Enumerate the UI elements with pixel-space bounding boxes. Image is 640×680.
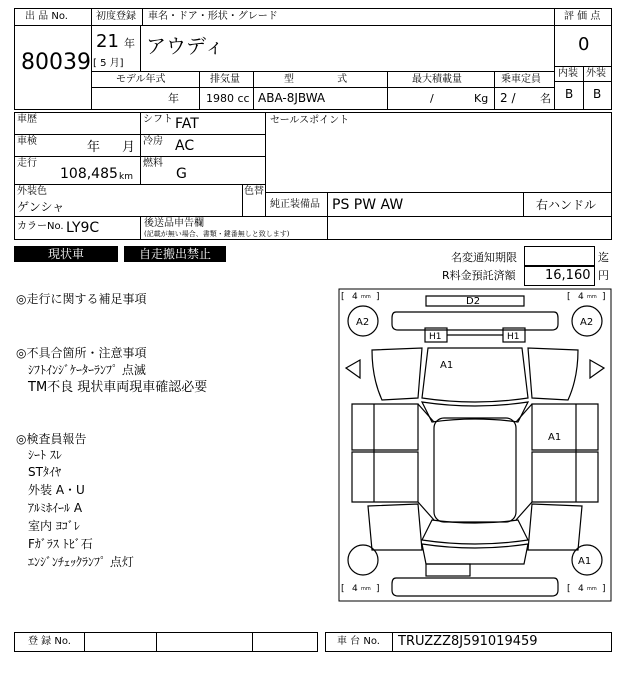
car-damage-diagram — [338, 288, 612, 602]
recycle-fee-amount: 16,160 — [545, 268, 591, 283]
aircon-label: 冷房 — [143, 136, 163, 147]
mark-d2: D2 — [466, 296, 481, 307]
defect-item: ｼﾌﾄｲﾝｼﾞｹｰﾀｰﾗﾝﾌﾟ 点滅 — [28, 363, 146, 377]
svg-text:4: 4 — [578, 292, 584, 302]
details-divider — [140, 112, 141, 184]
door-front-left — [352, 404, 418, 450]
capacity-label: 乗車定員 — [501, 74, 541, 85]
inspector-item: 室内 ﾖｺﾞﾚ — [28, 519, 80, 533]
roof-panel — [434, 418, 516, 522]
sales-point-label: セールスポイント — [270, 115, 350, 126]
later-docs-note: (記載が無い場合、書類・鍵番無しと致します) — [144, 230, 290, 238]
hood-panel — [422, 348, 528, 402]
svg-text:[: [ — [567, 584, 571, 594]
svg-text:[: [ — [341, 292, 345, 302]
later-docs-extra — [327, 216, 612, 240]
shift-value: FAT — [175, 116, 199, 132]
name-change-deadline-field — [524, 246, 595, 266]
fender-rear-right — [528, 504, 582, 550]
interior-grade: B — [565, 87, 574, 101]
body-color-value: ゲンシャ — [17, 200, 65, 214]
exterior-grade: B — [593, 87, 602, 101]
inspector-item: STﾀｲﾔ — [28, 465, 61, 479]
color-no-value: LY9C — [66, 220, 100, 236]
capacity-unit: 名 — [540, 92, 551, 105]
svg-text:]: ] — [602, 584, 606, 594]
later-docs-label: 後送品申告欄 — [144, 218, 204, 229]
inspector-item: ｴﾝｼﾞﾝﾁｪｯｸﾗﾝﾌﾟ 点灯 — [28, 555, 134, 569]
footer-divider — [252, 632, 253, 652]
body-color-label: 外装色 — [17, 186, 47, 197]
registration-year-unit: 年 — [124, 37, 135, 50]
mileage-unit: km — [119, 172, 133, 182]
color-no-label: カラーNo. — [17, 221, 64, 232]
mark-a1-wheel: A1 — [578, 556, 592, 567]
car-name: アウディ — [146, 34, 225, 58]
svg-text:4: 4 — [352, 292, 358, 302]
mileage-value: 108,485 — [60, 166, 118, 182]
svg-text:[: [ — [567, 292, 571, 302]
displacement-value: 1980 cc — [206, 92, 250, 105]
inspection-month-unit: 月 — [122, 140, 136, 155]
windshield — [422, 402, 528, 422]
details-divider — [242, 184, 243, 217]
rear-window — [422, 520, 528, 544]
inspection-label: 車検 — [17, 136, 37, 147]
equipment-value: PS PW AW — [332, 197, 404, 213]
registration-no-label: 登 録 No. — [28, 636, 71, 647]
footer-divider — [84, 632, 85, 652]
fuel-label: 燃料 — [143, 158, 163, 169]
svg-text:4: 4 — [578, 584, 584, 594]
inspection-year-unit: 年 — [87, 140, 101, 155]
details-divider — [14, 184, 266, 185]
mileage-label: 走行 — [17, 158, 37, 169]
svg-text:]: ] — [376, 584, 380, 594]
defect-item: TM不良 現状車両現車確認必要 — [28, 380, 208, 395]
tire-depth-fl — [341, 292, 380, 302]
name-change-deadline-label: 名変通知期限 — [451, 251, 517, 264]
max-load-slash: / — [430, 92, 434, 105]
svg-text:mm: mm — [361, 294, 371, 300]
rating-value: 0 — [578, 34, 590, 55]
rear-bumper — [392, 578, 558, 596]
model-code-value: ABA-8JBWA — [258, 91, 326, 105]
license-plate — [426, 564, 470, 576]
registration-month: [ 5 月] — [93, 58, 124, 69]
inspector-item: ｼｰﾄ ｽﾚ — [28, 448, 62, 462]
mark-a1-hood: A1 — [440, 360, 454, 371]
lot-number: 80039 — [21, 50, 91, 75]
capacity-value: 2 / — [500, 91, 516, 105]
exterior-label: 外装 — [586, 68, 606, 79]
first-registration-label: 初度登録 — [96, 11, 136, 22]
fender-front-right — [528, 348, 578, 400]
history-label: 車歴 — [17, 114, 37, 125]
driving-supplement-title: ◎走行に関する補足事項 — [16, 292, 147, 306]
wheel-rear-left — [348, 545, 378, 575]
mark-a2-right: A2 — [580, 317, 594, 328]
recycle-fee-unit: 円 — [598, 269, 609, 282]
chassis-no-label: 車 台 No. — [337, 636, 380, 647]
svg-text:mm: mm — [587, 294, 597, 300]
svg-text:[: [ — [341, 584, 345, 594]
svg-text:mm: mm — [361, 586, 371, 592]
model-year-label: モデル年式 — [116, 74, 166, 85]
mirror-right — [590, 360, 604, 378]
footer-divider — [392, 632, 393, 652]
rating-label: 評 価 点 — [564, 11, 601, 22]
recycle-fee-label: R料金預託済額 — [442, 269, 516, 282]
model-year-unit: 年 — [168, 92, 179, 105]
equipment-divider — [523, 192, 524, 217]
interior-label: 内装 — [558, 68, 578, 79]
svg-text:]: ] — [376, 292, 380, 302]
fender-rear-left — [368, 504, 422, 550]
door-front-right — [532, 404, 598, 450]
aircon-value: AC — [175, 138, 195, 154]
color-change-label: 色替 — [244, 186, 264, 197]
name-change-deadline-unit: 迄 — [598, 251, 609, 264]
mark-h1-left: H1 — [429, 332, 442, 342]
door-rear-right — [532, 452, 598, 502]
max-load-unit: Kg — [474, 92, 489, 105]
registration-year: 21 — [96, 31, 119, 52]
shift-label: シフト — [143, 114, 173, 125]
displacement-label: 排気量 — [210, 74, 240, 85]
defects-title: ◎不具合箇所・注意事項 — [16, 346, 147, 360]
inspector-title: ◎検査員報告 — [16, 432, 87, 446]
trunk-lid — [422, 544, 528, 564]
car-name-label: 車名・ドア・形状・グレード — [148, 11, 278, 22]
tire-depth-rr — [567, 584, 606, 594]
chassis-no-value: TRUZZZ8J591019459 — [398, 634, 538, 649]
inspector-item: 外装 A・U — [28, 483, 85, 497]
mirror-left — [346, 360, 360, 378]
tire-depth-rl — [341, 584, 380, 594]
steering-value: 右ハンドル — [536, 198, 597, 212]
mark-h1-right: H1 — [507, 332, 520, 342]
year-name-divider — [140, 25, 141, 72]
mark-a2-left: A2 — [356, 317, 370, 328]
equipment-label: 純正装備品 — [270, 199, 320, 210]
lot-number-label: 出 品 No. — [25, 11, 68, 22]
no-self-drive-badge: 自走搬出禁止 — [124, 246, 226, 262]
inspector-item: Fｶﾞﾗｽ ﾄﾋﾞ石 — [28, 537, 93, 551]
inspector-item: ｱﾙﾐﾎｲｰﾙ A — [28, 501, 83, 515]
footer-divider — [156, 632, 157, 652]
fender-front-left — [372, 348, 422, 400]
front-grille — [392, 312, 558, 330]
max-load-label: 最大積載量 — [412, 74, 462, 85]
as-is-badge: 現状車 — [14, 246, 118, 262]
mark-a1-side: A1 — [548, 432, 562, 443]
svg-text:mm: mm — [587, 586, 597, 592]
door-rear-left — [352, 452, 418, 502]
color-no-divider — [140, 216, 141, 240]
fuel-value: G — [176, 166, 187, 182]
tire-depth-fr — [567, 292, 606, 302]
model-code-label: 型 式 — [284, 74, 348, 85]
svg-text:4: 4 — [352, 584, 358, 594]
svg-text:]: ] — [602, 292, 606, 302]
